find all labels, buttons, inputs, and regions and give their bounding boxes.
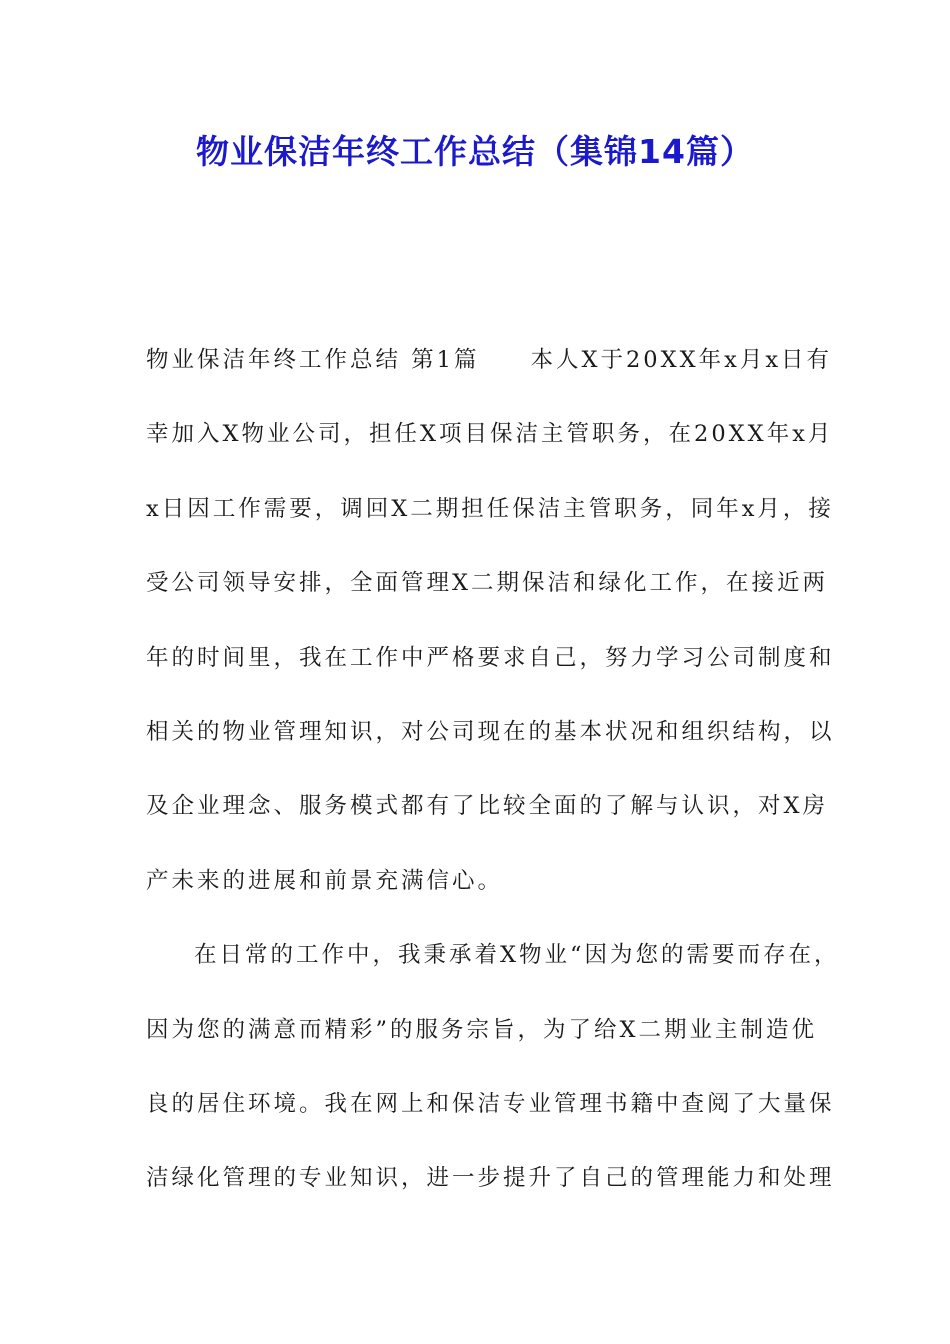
body-line: 年的时间里，我在工作中严格要求自己，努力学习公司制度和	[146, 644, 835, 671]
body-line: 物业保洁年终工作总结 第1篇 本人X于20XX年x月x日有	[146, 347, 833, 373]
body-line: x日因工作需要，调回X二期担任保洁主管职务，同年x月，接	[146, 495, 834, 522]
body-line: 及企业理念、服务模式都有了比较全面的了解与认识，对X房	[146, 793, 829, 820]
body-line: 在日常的工作中，我秉承着X物业“因为您的需要而存在，	[194, 942, 840, 969]
body-line: 良的居住环境。我在网上和保洁专业管理书籍中查阅了大量保	[146, 1090, 835, 1117]
body-line: 幸加入X物业公司，担任X项目保洁主管职务，在20XX年x月	[146, 421, 834, 448]
document-title: 物业保洁年终工作总结（集锦14篇）	[196, 132, 754, 171]
body-line: 产未来的进展和前景充满信心。	[146, 867, 504, 894]
body-line: 受公司领导安排，全面管理X二期保洁和绿化工作，在接近两	[146, 570, 829, 597]
body-line: 相关的物业管理知识，对公司现在的基本状况和组织结构，以	[146, 718, 835, 745]
body-line: 因为您的满意而精彩”的服务宗旨，为了给X二期业主制造优	[146, 1016, 818, 1043]
document-body	[146, 337, 840, 1230]
body-line: 洁绿化管理的专业知识，进一步提升了自己的管理能力和处理	[146, 1165, 835, 1192]
